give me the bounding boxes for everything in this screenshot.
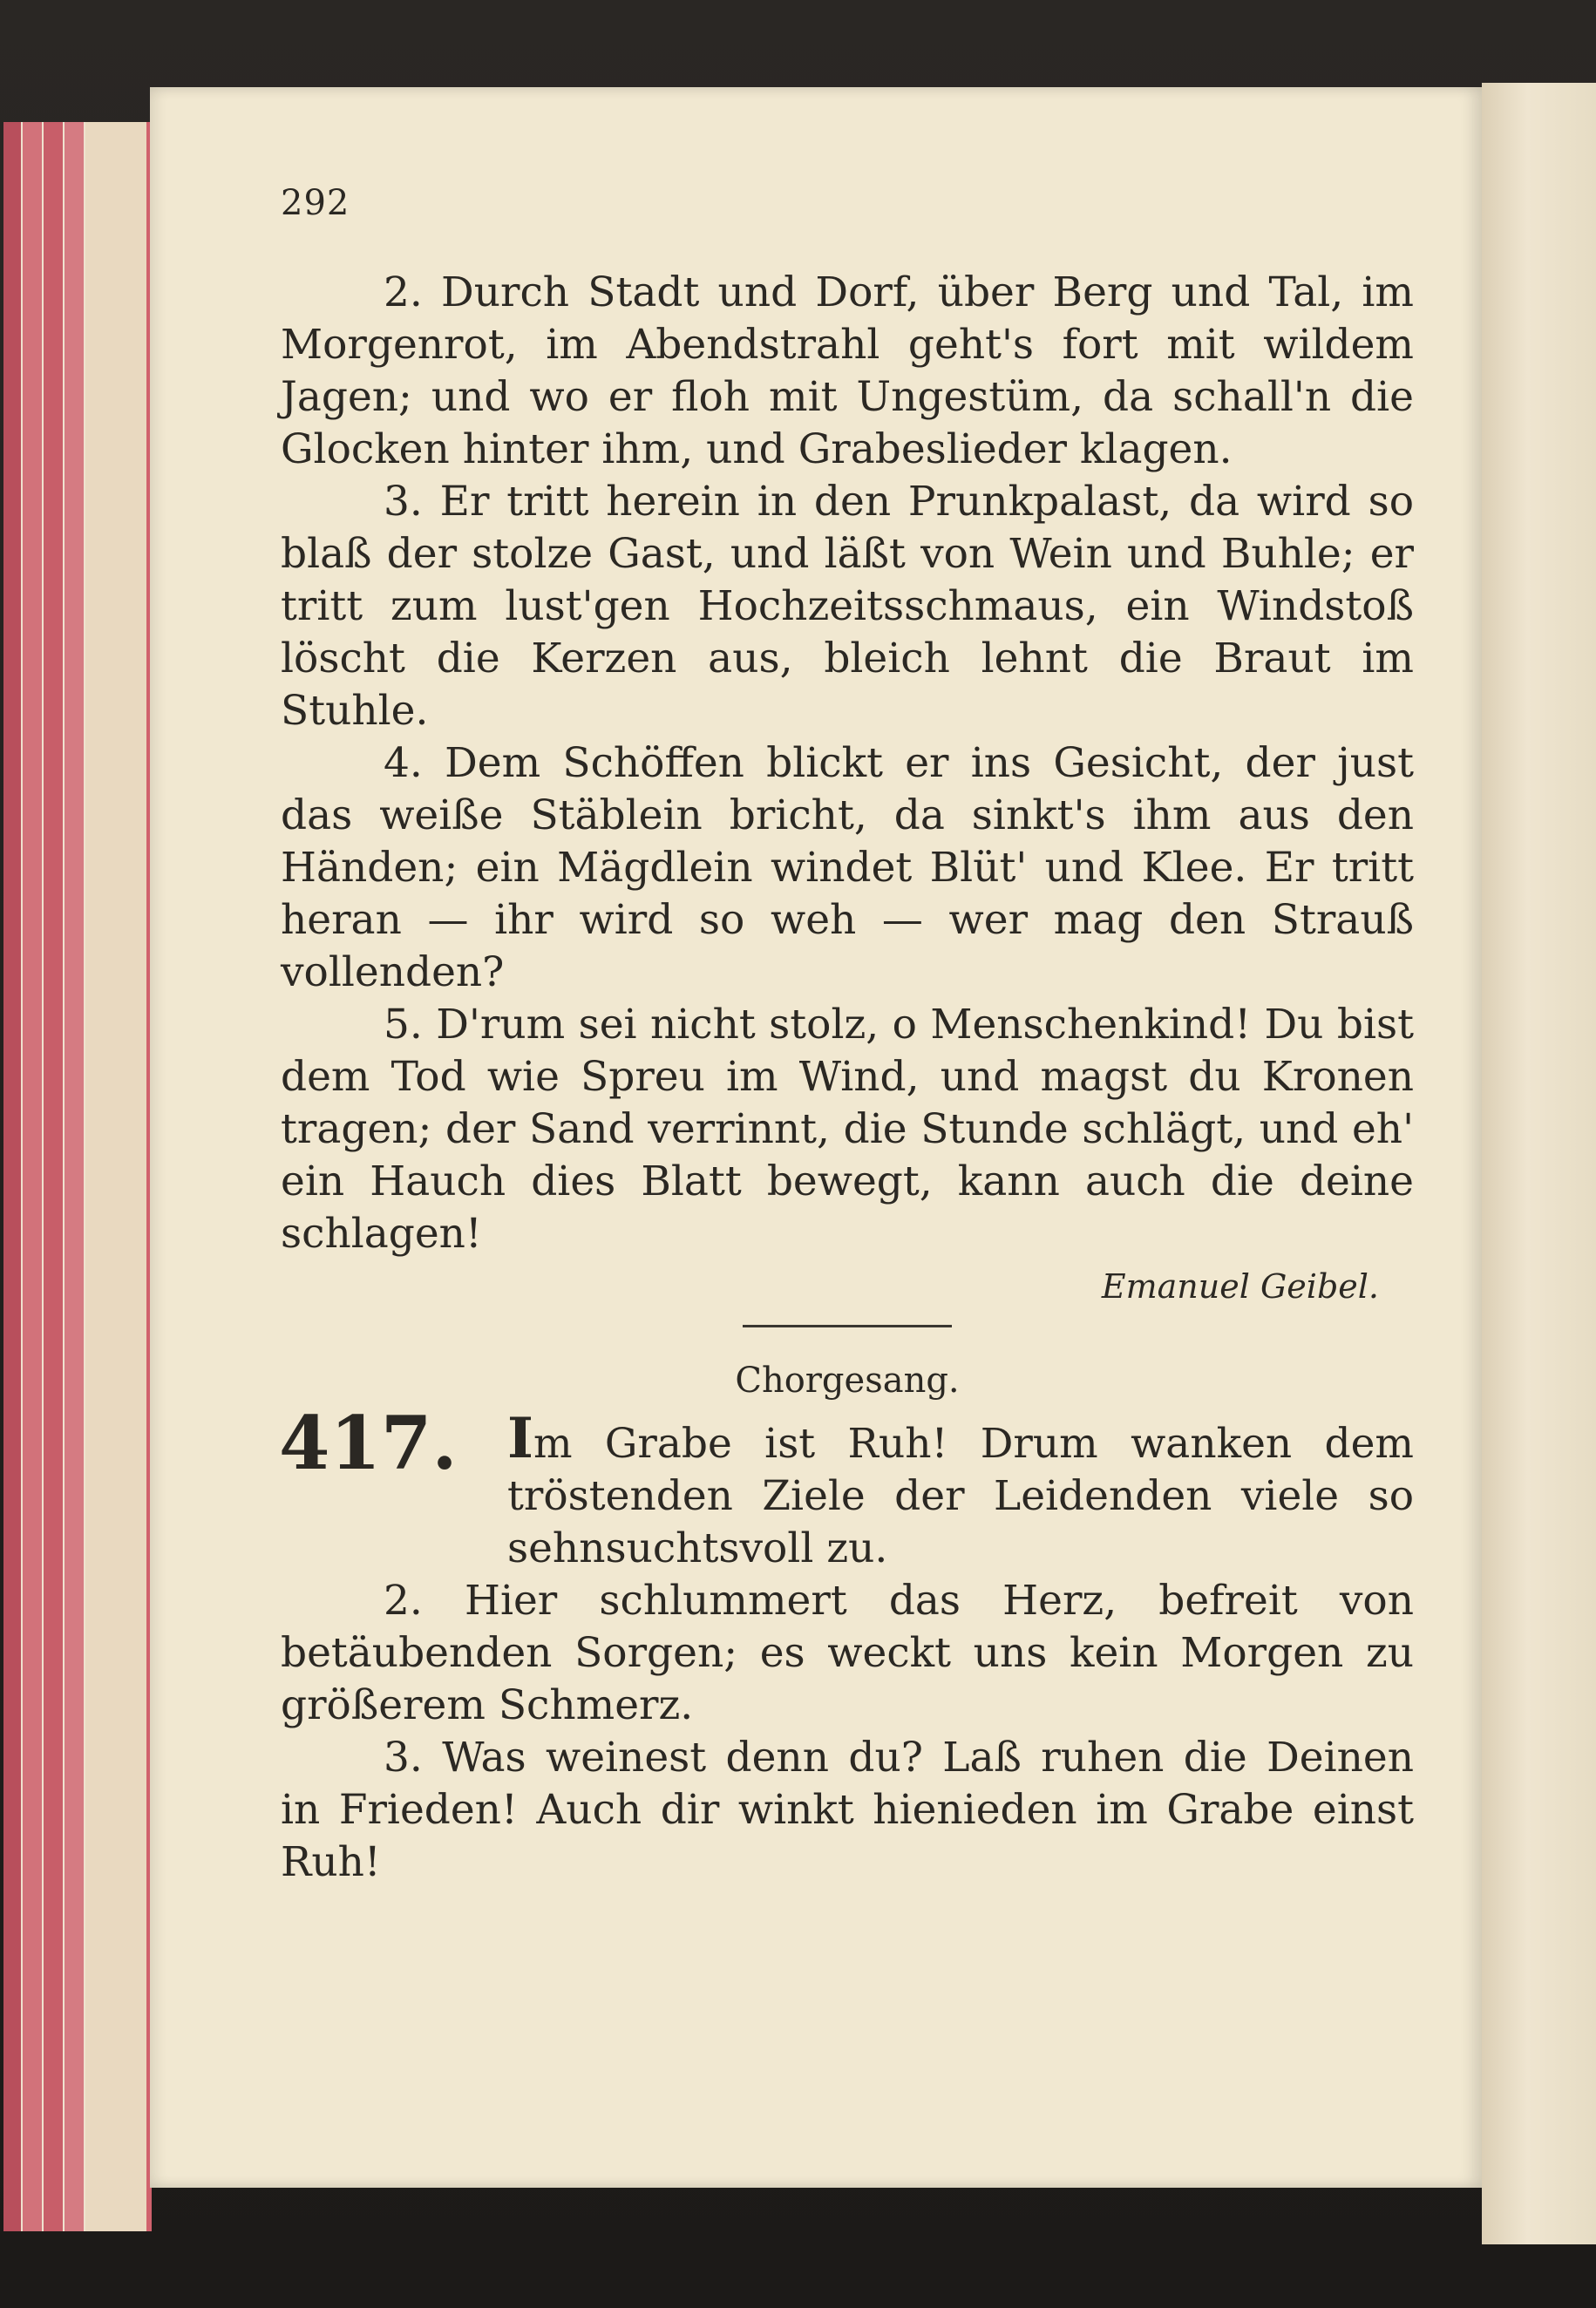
stanza-4: 4. Dem Schöffen blickt er ins Gesicht, der just das weiße Stäblein bricht, da sinkt's ihm aus den Händen; ein Mägdlein windet Blüt' und Klee. Er tritt heran — ihr wird so weh — wer mag den Strauß vollenden? — [281, 739, 1414, 996]
stanza-5: 5. D'rum sei nicht stolz, o Menschenkind! Du bist dem Tod wie Spreu im Wind, und magst du Kronen tragen; der Sand verrinnt, die Stunde schlägt, und eh' ein Hauch dies Blatt bewegt, kann auch die deine schlagen! — [281, 1001, 1414, 1258]
hymn-stanza-2: 2. Hier schlummert das Herz, befreit von betäubenden Sorgen; es weckt uns kein Morgen zu größerem Schmerz. — [281, 1577, 1414, 1729]
hymn-stanzas — [281, 1575, 1414, 1889]
hymn-first-text: m Grabe ist Ruh! Drum wanken dem tröstenden Ziele der Leidenden viele so sehnsuchtsvoll zu. — [507, 1420, 1414, 1572]
page-edge — [65, 122, 85, 2231]
stanza-3: 3. Er tritt herein in den Prunkpalast, da wird so blaß der stolze Gast, und läßt von Wein und Buhle; er tritt zum lust'gen Hochzeitsschmaus, ein Windstoß löscht die Kerzen aus, bleich lehnt die Braut im Stuhle. — [281, 478, 1414, 735]
hymn-number: 417. — [279, 1400, 458, 1486]
facing-page-edge — [1482, 83, 1596, 2244]
page-edge — [23, 122, 44, 2231]
section-title: Chorgesang. — [735, 1361, 960, 1401]
book-page — [150, 87, 1482, 2188]
hymn-initial: I — [507, 1406, 533, 1471]
page-number: 292 — [281, 183, 350, 223]
page-edge — [44, 122, 65, 2231]
hymn-stanza-3: 3. Was weinest denn du? Laß ruhen die Deinen in Frieden! Auch dir winkt hienieden im Grabe einst Ruh! — [281, 1734, 1414, 1886]
section-divider — [743, 1325, 952, 1327]
hymn-header — [279, 1400, 1414, 1575]
stanza-2: 2. Durch Stadt und Dorf, über Berg und Tal, im Morgenrot, im Abendstrahl geht's fort mit wildem Jagen; und wo er floh mit Ungestüm, da schall'n die Glocken hinter ihm, und Grabeslieder klagen. — [281, 268, 1414, 473]
author-attribution: Emanuel Geibel. — [1101, 1267, 1379, 1306]
poem-stanzas — [281, 267, 1414, 1260]
page-content — [281, 183, 1414, 1889]
page-edge — [85, 122, 152, 2231]
page-edge — [3, 122, 23, 2231]
